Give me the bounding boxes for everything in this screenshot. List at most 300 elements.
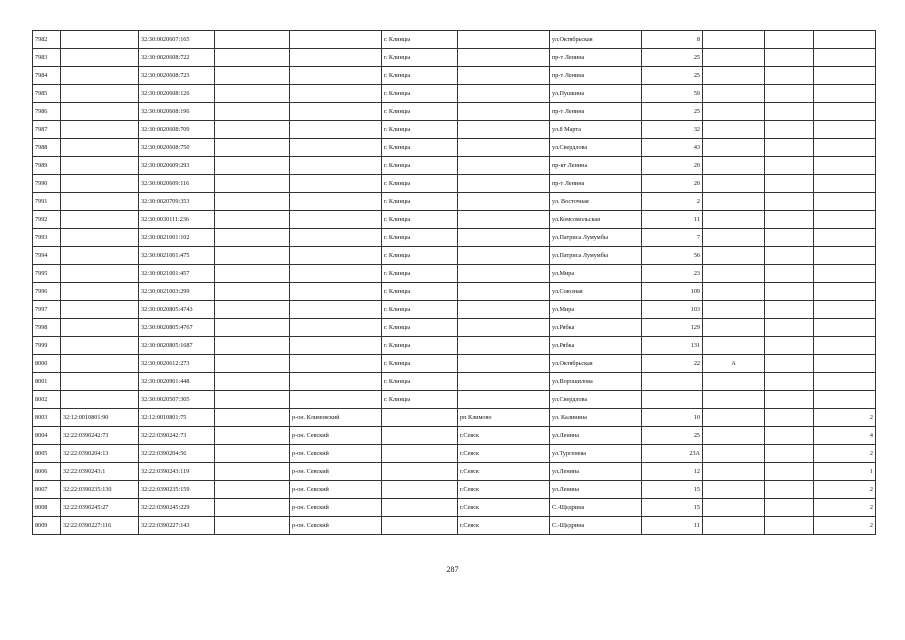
- cadastral-number-cell: 32:30:0020609:293: [139, 157, 215, 175]
- city-cell: [382, 463, 458, 481]
- table-row: [33, 49, 876, 67]
- table-row: [33, 139, 876, 157]
- extra-cell: [765, 31, 814, 49]
- street-cell: ул.Патриса Лумумбы: [550, 247, 642, 265]
- empty-cell: [215, 49, 290, 67]
- house-number-cell: 32: [642, 121, 703, 139]
- street-cell: пр-т Ленина: [550, 67, 642, 85]
- locality-cell: [458, 211, 550, 229]
- old-cadastral-number-cell: 32:12:0010801:90: [61, 409, 139, 427]
- row-number-cell: 7998: [33, 319, 61, 337]
- empty-cell: [215, 391, 290, 409]
- building-letter-cell: [703, 49, 765, 67]
- building-letter-cell: [703, 211, 765, 229]
- street-cell: пр-т Ленина: [550, 175, 642, 193]
- old-cadastral-number-cell: [61, 121, 139, 139]
- extra-cell: [765, 337, 814, 355]
- empty-cell: [215, 283, 290, 301]
- district-cell: [290, 229, 382, 247]
- house-number-cell: 23А: [642, 445, 703, 463]
- count-cell: [814, 103, 876, 121]
- cadastral-number-cell: 32:22:0390245:229: [139, 499, 215, 517]
- house-number-cell: 15: [642, 499, 703, 517]
- empty-cell: [215, 427, 290, 445]
- extra-cell: [765, 265, 814, 283]
- street-cell: ул.Октябрьская: [550, 355, 642, 373]
- old-cadastral-number-cell: 32:22:0390245:27: [61, 499, 139, 517]
- extra-cell: [765, 427, 814, 445]
- row-number-cell: 7989: [33, 157, 61, 175]
- locality-cell: [458, 175, 550, 193]
- empty-cell: [215, 85, 290, 103]
- city-cell: г. Клинцы: [382, 49, 458, 67]
- row-number-cell: 7986: [33, 103, 61, 121]
- old-cadastral-number-cell: 32:22:0390227:116: [61, 517, 139, 535]
- table-row: [33, 31, 876, 49]
- table-row: [33, 193, 876, 211]
- cadastral-number-cell: 32:30:0020608:723: [139, 67, 215, 85]
- empty-cell: [215, 247, 290, 265]
- old-cadastral-number-cell: [61, 85, 139, 103]
- street-cell: ул.8 Марта: [550, 121, 642, 139]
- district-cell: [290, 283, 382, 301]
- count-cell: [814, 265, 876, 283]
- building-letter-cell: [703, 481, 765, 499]
- district-cell: р-он. Севский: [290, 427, 382, 445]
- house-number-cell: 12: [642, 463, 703, 481]
- locality-cell: г.Севск: [458, 463, 550, 481]
- table-row: [33, 85, 876, 103]
- city-cell: г. Клинцы: [382, 103, 458, 121]
- house-number-cell: 7: [642, 229, 703, 247]
- extra-cell: [765, 301, 814, 319]
- building-letter-cell: А: [703, 355, 765, 373]
- old-cadastral-number-cell: 32:22:0390235:130: [61, 481, 139, 499]
- city-cell: г. Клинцы: [382, 373, 458, 391]
- row-number-cell: 8005: [33, 445, 61, 463]
- empty-cell: [215, 337, 290, 355]
- cadastral-number-cell: 32:22:0390242:73: [139, 427, 215, 445]
- extra-cell: [765, 193, 814, 211]
- extra-cell: [765, 157, 814, 175]
- extra-cell: [765, 283, 814, 301]
- district-cell: [290, 355, 382, 373]
- empty-cell: [215, 517, 290, 535]
- count-cell: [814, 49, 876, 67]
- cadastral-number-cell: 32:30:0020507:305: [139, 391, 215, 409]
- district-cell: [290, 121, 382, 139]
- old-cadastral-number-cell: [61, 319, 139, 337]
- building-letter-cell: [703, 409, 765, 427]
- building-letter-cell: [703, 517, 765, 535]
- city-cell: [382, 481, 458, 499]
- building-letter-cell: [703, 301, 765, 319]
- extra-cell: [765, 409, 814, 427]
- cadastral-number-cell: 32:30:0021003:299: [139, 283, 215, 301]
- city-cell: г. Клинцы: [382, 211, 458, 229]
- building-letter-cell: [703, 499, 765, 517]
- old-cadastral-number-cell: [61, 175, 139, 193]
- extra-cell: [765, 481, 814, 499]
- city-cell: г. Клинцы: [382, 229, 458, 247]
- old-cadastral-number-cell: [61, 31, 139, 49]
- district-cell: [290, 67, 382, 85]
- street-cell: пр-т Ленина: [550, 49, 642, 67]
- locality-cell: [458, 31, 550, 49]
- district-cell: [290, 85, 382, 103]
- house-number-cell: 20: [642, 157, 703, 175]
- old-cadastral-number-cell: [61, 355, 139, 373]
- house-number-cell: 25: [642, 67, 703, 85]
- row-number-cell: 7992: [33, 211, 61, 229]
- street-cell: ул.Рябка: [550, 319, 642, 337]
- empty-cell: [215, 463, 290, 481]
- table-row: [33, 517, 876, 535]
- locality-cell: [458, 337, 550, 355]
- count-cell: [814, 139, 876, 157]
- locality-cell: [458, 247, 550, 265]
- empty-cell: [215, 481, 290, 499]
- row-number-cell: 7994: [33, 247, 61, 265]
- extra-cell: [765, 103, 814, 121]
- row-number-cell: 7984: [33, 67, 61, 85]
- building-letter-cell: [703, 121, 765, 139]
- row-number-cell: 7997: [33, 301, 61, 319]
- street-cell: ул.Ленина: [550, 481, 642, 499]
- locality-cell: [458, 265, 550, 283]
- city-cell: г. Клинцы: [382, 301, 458, 319]
- old-cadastral-number-cell: [61, 229, 139, 247]
- table-row: [33, 121, 876, 139]
- count-cell: [814, 391, 876, 409]
- count-cell: [814, 283, 876, 301]
- old-cadastral-number-cell: [61, 103, 139, 121]
- old-cadastral-number-cell: 32:22:0390204:13: [61, 445, 139, 463]
- cadastral-number-cell: 32:30:0021001:475: [139, 247, 215, 265]
- count-cell: 2: [814, 445, 876, 463]
- city-cell: г. Клинцы: [382, 283, 458, 301]
- locality-cell: [458, 157, 550, 175]
- house-number-cell: 43: [642, 139, 703, 157]
- old-cadastral-number-cell: [61, 247, 139, 265]
- count-cell: [814, 31, 876, 49]
- page-number: 287: [446, 565, 459, 574]
- table-row: [33, 157, 876, 175]
- city-cell: [382, 409, 458, 427]
- building-letter-cell: [703, 283, 765, 301]
- count-cell: [814, 121, 876, 139]
- old-cadastral-number-cell: [61, 265, 139, 283]
- table-row: [33, 481, 876, 499]
- extra-cell: [765, 121, 814, 139]
- building-letter-cell: [703, 391, 765, 409]
- locality-cell: [458, 49, 550, 67]
- count-cell: 2: [814, 409, 876, 427]
- row-number-cell: 8009: [33, 517, 61, 535]
- city-cell: г. Клинцы: [382, 175, 458, 193]
- district-cell: [290, 301, 382, 319]
- empty-cell: [215, 265, 290, 283]
- house-number-cell: 56: [642, 247, 703, 265]
- street-cell: ул.Тургенева: [550, 445, 642, 463]
- building-letter-cell: [703, 175, 765, 193]
- row-number-cell: 7996: [33, 283, 61, 301]
- count-cell: 2: [814, 481, 876, 499]
- locality-cell: рп Климово: [458, 409, 550, 427]
- cadastral-number-cell: 32:30:0021001:102: [139, 229, 215, 247]
- street-cell: ул.Ворошилова: [550, 373, 642, 391]
- district-cell: [290, 319, 382, 337]
- table-row: [33, 211, 876, 229]
- locality-cell: [458, 139, 550, 157]
- locality-cell: г.Севск: [458, 427, 550, 445]
- city-cell: г. Клинцы: [382, 337, 458, 355]
- empty-cell: [215, 409, 290, 427]
- row-number-cell: 7985: [33, 85, 61, 103]
- locality-cell: [458, 283, 550, 301]
- city-cell: г. Клинцы: [382, 391, 458, 409]
- row-number-cell: 8006: [33, 463, 61, 481]
- district-cell: [290, 193, 382, 211]
- building-letter-cell: [703, 193, 765, 211]
- house-number-cell: 59: [642, 85, 703, 103]
- extra-cell: [765, 85, 814, 103]
- cadastral-number-cell: 32:30:0020608:126: [139, 85, 215, 103]
- locality-cell: [458, 319, 550, 337]
- table-row: [33, 427, 876, 445]
- house-number-cell: 10: [642, 409, 703, 427]
- old-cadastral-number-cell: [61, 139, 139, 157]
- extra-cell: [765, 229, 814, 247]
- table-row: [33, 301, 876, 319]
- building-letter-cell: [703, 445, 765, 463]
- old-cadastral-number-cell: [61, 157, 139, 175]
- street-cell: ул.Октябрьская: [550, 31, 642, 49]
- locality-cell: [458, 355, 550, 373]
- table-row: [33, 247, 876, 265]
- extra-cell: [765, 247, 814, 265]
- city-cell: г. Клинцы: [382, 247, 458, 265]
- cadastral-number-cell: 32:22:0390204:56: [139, 445, 215, 463]
- city-cell: г. Клинцы: [382, 193, 458, 211]
- house-number-cell: 129: [642, 319, 703, 337]
- house-number-cell: 2: [642, 193, 703, 211]
- cadastral-number-cell: 32:30:0021001:457: [139, 265, 215, 283]
- house-number-cell: 131: [642, 337, 703, 355]
- city-cell: [382, 445, 458, 463]
- table-row: [33, 67, 876, 85]
- street-cell: ул.Свердлова: [550, 391, 642, 409]
- house-number-cell: 109: [642, 283, 703, 301]
- extra-cell: [765, 463, 814, 481]
- row-number-cell: 7999: [33, 337, 61, 355]
- extra-cell: [765, 211, 814, 229]
- house-number-cell: 25: [642, 49, 703, 67]
- extra-cell: [765, 49, 814, 67]
- cadastral-number-cell: 32:30:0020608:709: [139, 121, 215, 139]
- old-cadastral-number-cell: [61, 67, 139, 85]
- locality-cell: г.Севск: [458, 481, 550, 499]
- count-cell: 2: [814, 499, 876, 517]
- building-letter-cell: [703, 85, 765, 103]
- cadastral-number-cell: 32:30:0020805:4767: [139, 319, 215, 337]
- cadastral-number-cell: 32:30:0020608:196: [139, 103, 215, 121]
- district-cell: [290, 265, 382, 283]
- table-row: [33, 283, 876, 301]
- empty-cell: [215, 499, 290, 517]
- district-cell: [290, 139, 382, 157]
- empty-cell: [215, 301, 290, 319]
- city-cell: г. Клинцы: [382, 265, 458, 283]
- building-letter-cell: [703, 373, 765, 391]
- old-cadastral-number-cell: 32:22:0390243:1: [61, 463, 139, 481]
- locality-cell: [458, 193, 550, 211]
- old-cadastral-number-cell: [61, 211, 139, 229]
- district-cell: [290, 247, 382, 265]
- empty-cell: [215, 355, 290, 373]
- extra-cell: [765, 67, 814, 85]
- old-cadastral-number-cell: [61, 373, 139, 391]
- cadastral-number-cell: 32:12:0010801:75: [139, 409, 215, 427]
- row-number-cell: 8004: [33, 427, 61, 445]
- city-cell: г. Клинцы: [382, 139, 458, 157]
- row-number-cell: 8007: [33, 481, 61, 499]
- locality-cell: [458, 85, 550, 103]
- street-cell: С.-Щедрина: [550, 499, 642, 517]
- building-letter-cell: [703, 31, 765, 49]
- city-cell: [382, 427, 458, 445]
- house-number-cell: 11: [642, 517, 703, 535]
- row-number-cell: 8001: [33, 373, 61, 391]
- row-number-cell: 7987: [33, 121, 61, 139]
- row-number-cell: 8003: [33, 409, 61, 427]
- cadastral-number-cell: 32:30:0020805:1687: [139, 337, 215, 355]
- row-number-cell: 8008: [33, 499, 61, 517]
- old-cadastral-number-cell: [61, 193, 139, 211]
- street-cell: ул.Комсомольская: [550, 211, 642, 229]
- locality-cell: [458, 391, 550, 409]
- count-cell: [814, 85, 876, 103]
- table-row: [33, 103, 876, 121]
- extra-cell: [765, 139, 814, 157]
- street-cell: ул.Союзная: [550, 283, 642, 301]
- building-letter-cell: [703, 265, 765, 283]
- count-cell: [814, 67, 876, 85]
- extra-cell: [765, 391, 814, 409]
- street-cell: ул. Восточная: [550, 193, 642, 211]
- cadastral-number-cell: 32:22:0390235:159: [139, 481, 215, 499]
- table-row: [33, 409, 876, 427]
- street-cell: ул.Мира: [550, 301, 642, 319]
- building-letter-cell: [703, 157, 765, 175]
- empty-cell: [215, 175, 290, 193]
- table-row: [33, 337, 876, 355]
- locality-cell: [458, 103, 550, 121]
- district-cell: [290, 337, 382, 355]
- cadastral-number-cell: 32:30:0020607:165: [139, 31, 215, 49]
- table-row: [33, 445, 876, 463]
- house-number-cell: 20: [642, 175, 703, 193]
- building-letter-cell: [703, 463, 765, 481]
- row-number-cell: 8000: [33, 355, 61, 373]
- city-cell: [382, 499, 458, 517]
- count-cell: 2: [814, 517, 876, 535]
- street-cell: пр-т Ленина: [550, 103, 642, 121]
- locality-cell: [458, 229, 550, 247]
- district-cell: [290, 391, 382, 409]
- extra-cell: [765, 355, 814, 373]
- house-number-cell: [642, 373, 703, 391]
- count-cell: [814, 157, 876, 175]
- table-row: [33, 463, 876, 481]
- house-number-cell: 8: [642, 31, 703, 49]
- city-cell: г. Клинцы: [382, 121, 458, 139]
- building-letter-cell: [703, 103, 765, 121]
- count-cell: [814, 247, 876, 265]
- building-letter-cell: [703, 139, 765, 157]
- locality-cell: [458, 67, 550, 85]
- table-row: [33, 319, 876, 337]
- row-number-cell: 7995: [33, 265, 61, 283]
- district-cell: р-он. Севский: [290, 445, 382, 463]
- city-cell: г. Клинцы: [382, 31, 458, 49]
- old-cadastral-number-cell: [61, 283, 139, 301]
- cadastral-number-cell: 32:30:0020805:4743: [139, 301, 215, 319]
- old-cadastral-number-cell: 32:22:0390242:73: [61, 427, 139, 445]
- count-cell: [814, 193, 876, 211]
- row-number-cell: 7982: [33, 31, 61, 49]
- empty-cell: [215, 445, 290, 463]
- district-cell: р-он. Севский: [290, 463, 382, 481]
- district-cell: [290, 157, 382, 175]
- district-cell: [290, 49, 382, 67]
- empty-cell: [215, 103, 290, 121]
- count-cell: [814, 301, 876, 319]
- locality-cell: [458, 121, 550, 139]
- register-table: [32, 30, 876, 535]
- empty-cell: [215, 229, 290, 247]
- extra-cell: [765, 445, 814, 463]
- old-cadastral-number-cell: [61, 301, 139, 319]
- house-number-cell: [642, 391, 703, 409]
- city-cell: [382, 517, 458, 535]
- extra-cell: [765, 373, 814, 391]
- cadastral-number-cell: 32:30:0020608:722: [139, 49, 215, 67]
- building-letter-cell: [703, 427, 765, 445]
- street-cell: пр-кт Ленина: [550, 157, 642, 175]
- table-row: [33, 265, 876, 283]
- building-letter-cell: [703, 319, 765, 337]
- old-cadastral-number-cell: [61, 391, 139, 409]
- count-cell: [814, 355, 876, 373]
- row-number-cell: 8002: [33, 391, 61, 409]
- street-cell: ул.Рябка: [550, 337, 642, 355]
- street-cell: С.-Щедрина: [550, 517, 642, 535]
- cadastral-number-cell: 32:30:0030111:236: [139, 211, 215, 229]
- count-cell: [814, 319, 876, 337]
- extra-cell: [765, 175, 814, 193]
- empty-cell: [215, 157, 290, 175]
- city-cell: г. Клинцы: [382, 355, 458, 373]
- row-number-cell: 7988: [33, 139, 61, 157]
- cadastral-number-cell: 32:30:0020901:448: [139, 373, 215, 391]
- district-cell: [290, 103, 382, 121]
- count-cell: [814, 211, 876, 229]
- district-cell: [290, 373, 382, 391]
- extra-cell: [765, 319, 814, 337]
- table-row: [33, 175, 876, 193]
- house-number-cell: 22: [642, 355, 703, 373]
